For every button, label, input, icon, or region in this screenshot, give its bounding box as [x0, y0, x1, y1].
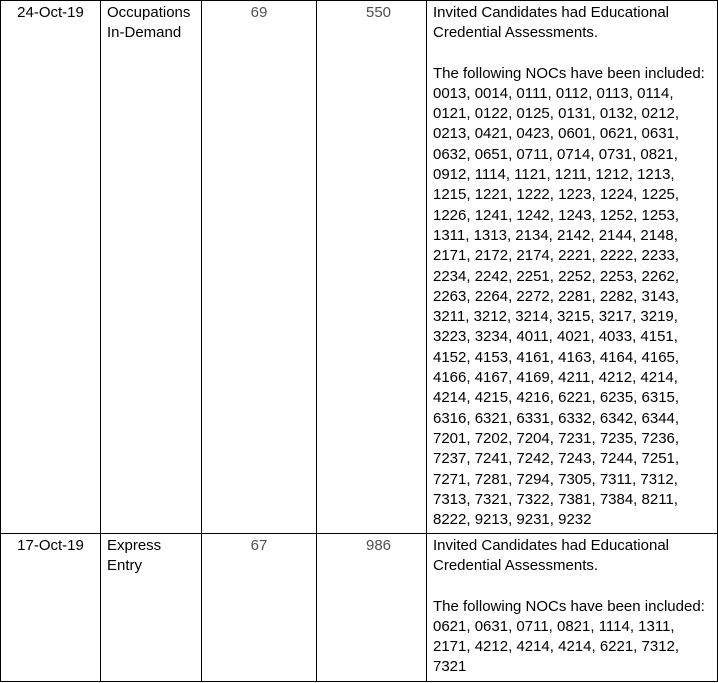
nocs-list: 0621, 0631, 0711, 0821, 1114, 1311, 2171, 4212, 4214, 4214, 6221, 7312, 7321: [433, 617, 680, 676]
stream-name: Express Entry: [101, 534, 202, 682]
minimum-score: 67: [202, 534, 317, 682]
note-text: Invited Candidates had Educational Credential Assessments.: [433, 4, 670, 42]
table-row: [1, 1, 718, 534]
draw-notes: [427, 1, 718, 534]
note-spacer: [433, 44, 711, 64]
draw-date: 24-Oct-19: [1, 1, 101, 534]
nocs-intro: The following NOCs have been included:: [433, 597, 705, 615]
nocs-intro: The following NOCs have been included:: [433, 64, 705, 82]
draw-notes: [427, 534, 718, 682]
table-row: [1, 534, 718, 682]
stream-name: Occupations In-Demand: [101, 1, 202, 534]
invitations-count: 550: [317, 1, 427, 534]
note-spacer: [433, 577, 711, 597]
minimum-score: 69: [202, 1, 317, 534]
invitations-count: 986: [317, 534, 427, 682]
nocs-list: 0013, 0014, 0111, 0112, 0113, 0114, 0121, 0122, 0125, 0131, 0132, 0212, 0213, 0421, 0423, 0601, 0621, 0631, 0632, 0651, 0711, 0714, 0731, 0821, 0912, 1114, 1121, 1211, 1212, 1213, 1215, 1221, 1222, 1223, 1224, 1225, 1226, 1241, 1242, 1243, 1252, 1253, 1311, 1313, 2134, 2142, 2144, 2148, 2171, 2172, 2174, 2221, 2222, 2233, 2234, 2242, 2251, 2252, 2253, 2262, 2263, 2264, 2272, 2281, 2282, 3143, 3211, 3212, 3214, 3215, 3217, 3219, 3223, 3234, 4011, 4021, 4033, 4151, 4152, 4153, 4161, 4163, 4164, 4165, 4166, 4167, 4169, 4211, 4212, 4214, 4214, 4215, 4216, 6221, 6235, 6315, 6316, 6321, 6331, 6332, 6342, 6344, 7201, 7202, 7204, 7231, 7235, 7236, 7237, 7241, 7242, 7243, 7244, 7251, 7271, 7281, 7294, 7305, 7311, 7312, 7313, 7321, 7322, 7381, 7384, 8211, 8222, 9213, 9231, 9232: [433, 84, 680, 529]
draw-date: 17-Oct-19: [1, 534, 101, 682]
note-text: Invited Candidates had Educational Credential Assessments.: [433, 537, 670, 575]
